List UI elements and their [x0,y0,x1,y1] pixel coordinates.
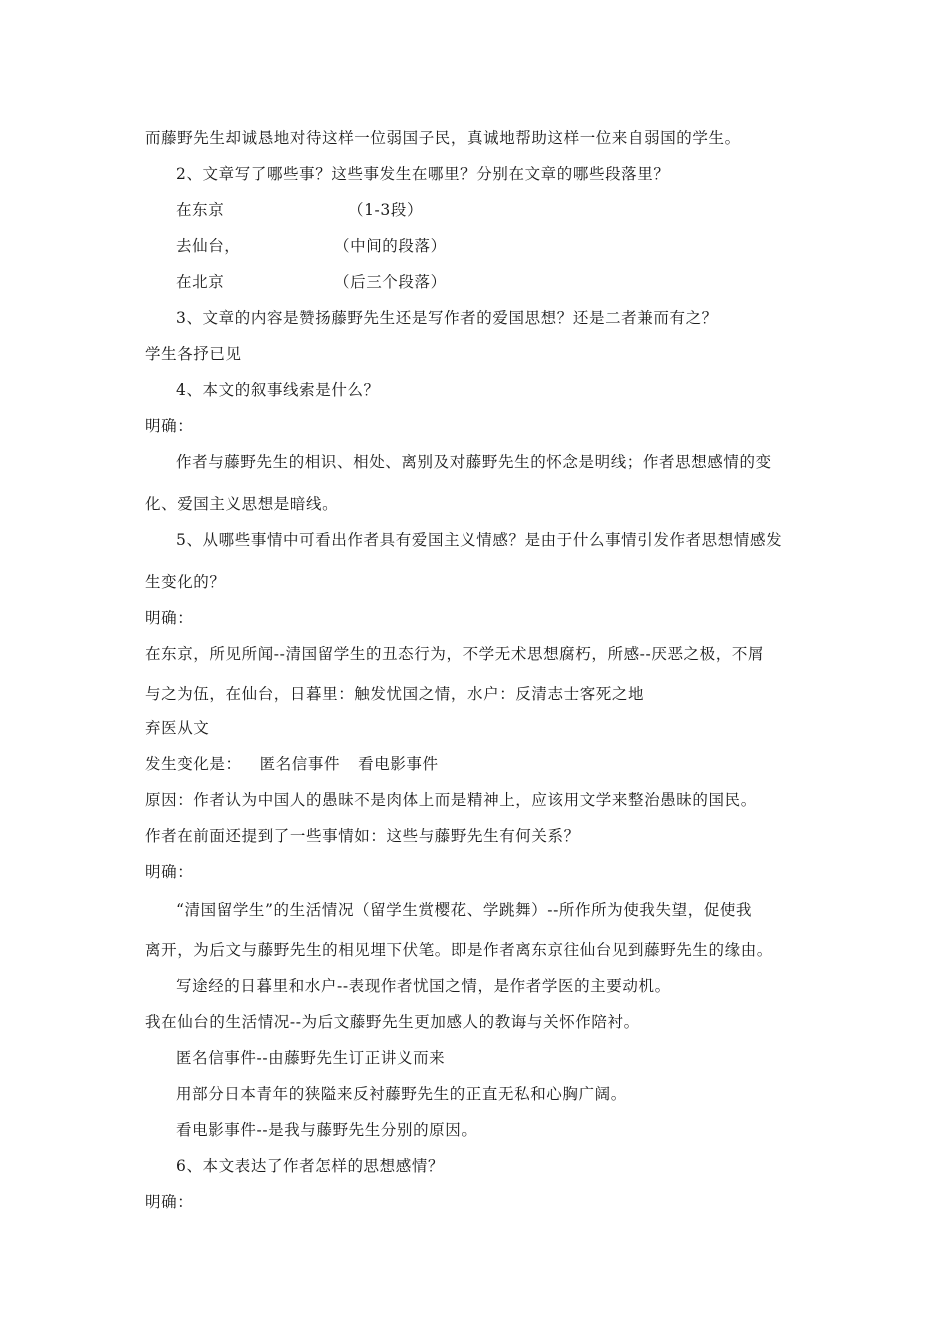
text-line: 弃医从文 [145,719,210,737]
location-label: 在北京 [176,273,225,291]
change-line [145,754,439,774]
question-4: 4、本文的叙事线索是什么？ [176,381,380,399]
text-line: 匿名信事件--由藤野先生订正讲义而来 [176,1049,446,1067]
question-2: 2、文章写了哪些事？这些事发生在哪里？分别在文章的哪些段落里？ [176,165,670,183]
text-line: 学生各抒已见 [145,345,242,363]
text-line: 用部分日本青年的狭隘来反衬藤野先生的正直无私和心胸广阔。 [176,1085,627,1103]
text-line: 作者与藤野先生的相识、相处、离别及对藤野先生的怀念是明线；作者思想感情的变 [176,453,772,471]
text-line: 化、爱国主义思想是暗线。 [145,495,339,513]
text-line: 原因：作者认为中国人的愚昧不是肉体上而是精神上，应该用文学来整治愚昧的国民。 [145,791,757,809]
location-row [176,200,224,220]
location-label: 去仙台， [176,237,241,255]
location-paragraphs: （1-3段） [348,201,424,219]
location-row [176,236,240,256]
text-line: 看电影事件--是我与藤野先生分别的原因。 [176,1121,478,1139]
text-line: 离开，为后文与藤野先生的相见埋下伏笔。即是作者离东京往仙台见到藤野先生的缘由。 [145,941,773,959]
text-line: 我在仙台的生活情况--为后文藤野先生更加感人的教诲与关怀作陪衬。 [145,1013,640,1031]
change-event: 匿名信事件 [259,755,341,773]
location-row [176,272,224,292]
location-paragraphs: （中间的段落） [334,237,447,255]
question-6: 6、本文表达了作者怎样的思想感情？ [176,1157,445,1175]
text-line: 生变化的？ [145,573,226,591]
text-line: 而藤野先生却诚恳地对待这样一位弱国子民，真诚地帮助这样一位来自弱国的学生。 [145,129,741,147]
text-line: 在东京，所见所闻--清国留学生的丑态行为，不学无术思想腐朽，所感--厌恶之极，不屑 [145,645,765,663]
location-paragraphs: （后三个段落） [334,273,447,291]
change-label: 发生变化是： [145,755,242,773]
question-5: 5、从哪些事情中可看出作者具有爱国主义情感？是由于什么事情引发作者思想情感发 [176,531,783,549]
change-event: 看电影事件 [358,755,439,773]
text-line: 作者在前面还提到了一些事情如：这些与藤野先生有何关系？ [145,827,580,845]
answer-label: 明确： [145,863,194,881]
answer-label: 明确： [145,1193,194,1211]
answer-label: 明确： [145,609,194,627]
question-3: 3、文章的内容是赞扬藤野先生还是写作者的爱国思想？还是二者兼而有之？ [176,309,718,327]
text-line: 与之为伍，在仙台，日暮里：触发忧国之情，水户：反清志士客死之地 [145,685,645,703]
text-line: “清国留学生”的生活情况（留学生赏樱花、学跳舞）--所作所为使我失望，促使我 [176,901,753,919]
text-line: 写途经的日暮里和水户--表现作者忧国之情，是作者学医的主要动机。 [176,977,671,995]
answer-label: 明确： [145,417,194,435]
location-label: 在东京 [176,201,225,219]
